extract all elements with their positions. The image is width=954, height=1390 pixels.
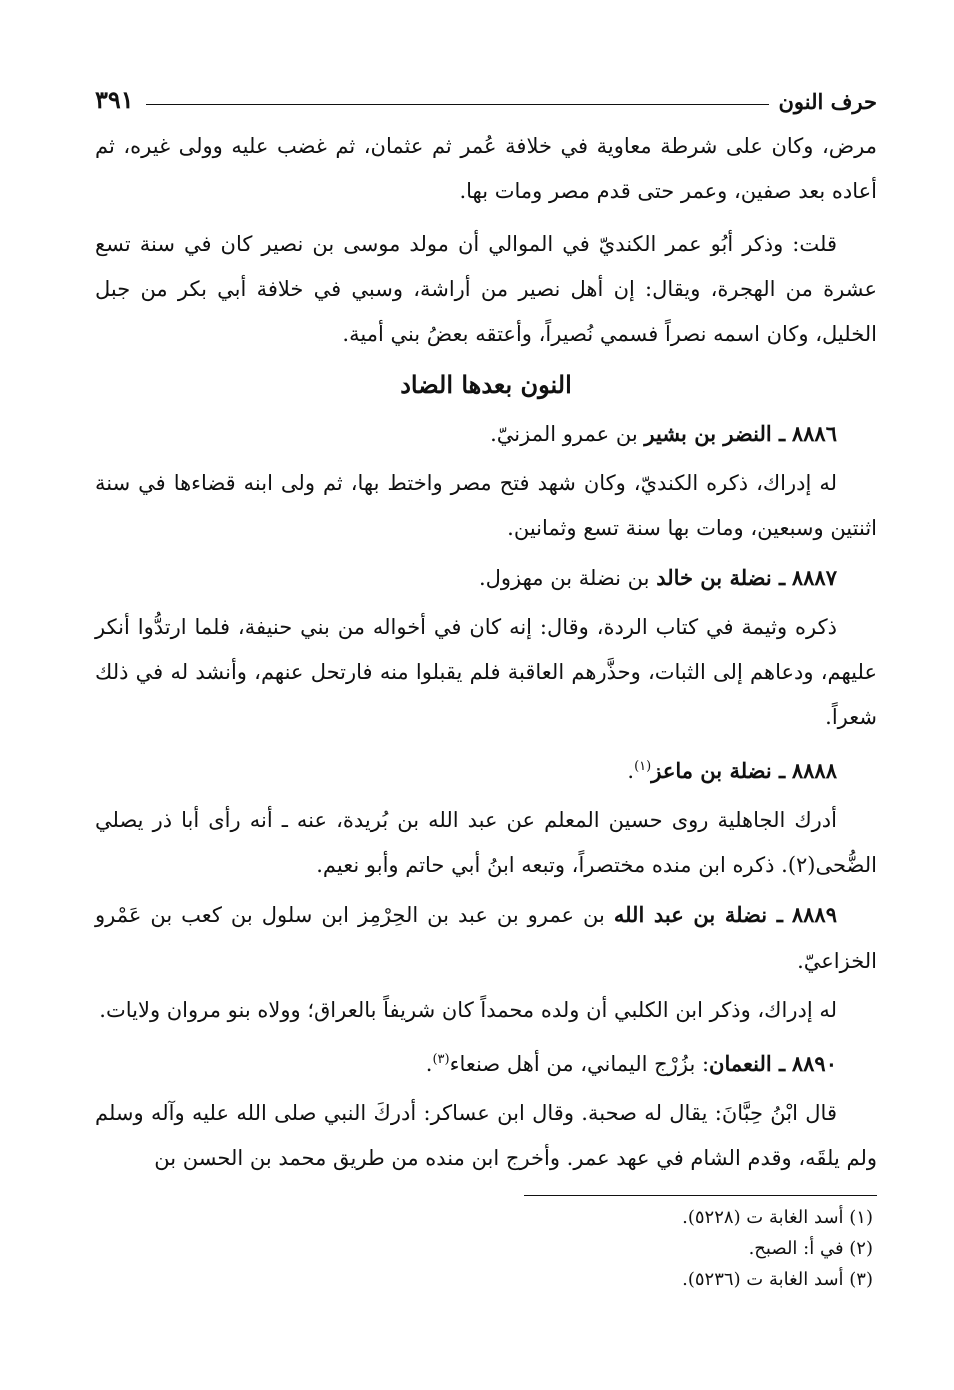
page-header — [95, 78, 877, 114]
entry-name: نضلة بن عبد الله — [613, 902, 768, 927]
entry-heading: ٨٨٨٦ ـ النضر بن بشير بن عمرو المزنيّ. — [490, 421, 837, 446]
entry-name: النضر بن بشير — [644, 421, 772, 446]
entry-paragraph: قال ابْنُ حِبَّانَ: يقال له صحبة. وقال ابن عساكر: أدركَ النبي صلى الله عليه وآله وسلم ولم يلقَه، وقدم الشام في عهد عمر. وأخرج ابن منده من طريق محمد بن الحسن بن — [95, 1101, 877, 1170]
section-title: النون بعدها الضاد — [400, 370, 572, 399]
entry-paragraph: له إدراك، وذكر ابن الكلبي أن ولده محمداً كان شريفاً بالعراق؛ وولاه بنو مروان ولايات. — [99, 998, 837, 1022]
paragraph-note: قلت: وذكر أبُو عمر الكنديّ في الموالي أن مولد موسى بن نصير كان في سنة تسع عشرة من الهجرة، ويقال: إن أهل نصير من أراشة، وسبي في خلافة أبي بكر من جبل الخليل، وكان اسمه نصراً فسمي نُصيراً، وأعتقه بعضُ بني أمية. — [95, 232, 877, 346]
paragraph-continuation: مرض، وكان على شرطة معاوية في خلافة عُمر ثم عثمان، ثم غضب عليه وولى غيره، ثم أعاده بعد صفين، وعمر حتى قدم مصر ومات بها. — [95, 134, 877, 203]
footnote-marker: (١) — [634, 759, 652, 774]
entry-number: ٨٨٩٠ — [791, 1051, 837, 1076]
entry-name: نضلة بن خالد — [656, 565, 772, 590]
footnote: (٢) في أ: الصبح. — [748, 1238, 873, 1259]
header-rule — [146, 104, 769, 105]
footnote: (٣) أسد الغابة ت (٥٢٣٦). — [682, 1269, 873, 1290]
entry-lineage: بن عمرو المزنيّ. — [490, 422, 638, 446]
entry-lineage: بن عمرو بن عبد بن الحِرْمِز ابن سلول بن كعب بن عَمْرو الخزاعيّ. — [95, 903, 877, 973]
footnote: (١) أسد الغابة ت (٥٢٢٨). — [682, 1207, 873, 1228]
entry-heading: ٨٨٩٠ ـ النعمان: بزُرْج اليماني، من أهل صنعاء$^{(٣)}$. — [425, 1051, 837, 1076]
entry-number: ٨٨٨٦ — [791, 421, 837, 446]
entry-name: نضلة بن ماعز — [651, 758, 772, 783]
entry-paragraph: له إدراك، ذكره الكنديّ، وكان شهد فتح مصر واختط بها، ثم ولى ابنه قضاءها في سنة اثنتين وسبعين، ومات بها سنة تسع وثمانين. — [95, 471, 877, 540]
entry-paragraph: ذكره وثيمة في كتاب الردة، وقال: إنه كان في أخواله من بني حنيفة، فلما ارتدُّوا أنكر عليهم، ودعاهم إلى الثبات، وحذَّرهم العاقبة فلم يقبلوا منه فارتحل عنهم، وأنشد له في ذلك شعراً. — [95, 615, 877, 729]
book-page — [95, 78, 877, 1348]
entry-lineage: بن نضلة بن مهزول. — [478, 566, 650, 590]
entry-number: ٨٨٨٩ — [791, 902, 837, 927]
chapter-title: حرف النون — [778, 89, 877, 114]
page-number: ٣٩١ — [95, 85, 134, 114]
entry-heading: ٨٨٨٧ ـ نضلة بن خالد بن نضلة بن مهزول. — [478, 565, 837, 590]
entry-number: ٨٨٨٧ — [791, 565, 837, 590]
entry-heading: ٨٨٨٨ ـ نضلة بن ماعز$^{(١)}$. — [627, 758, 837, 783]
footnote-rule — [524, 1195, 877, 1196]
footnote-marker: (٣) — [432, 1052, 450, 1067]
entry-heading: ٨٨٨٩ ـ نضلة بن عبد الله بن عمرو بن عبد بن الحِرْمِز ابن سلول بن كعب بن عَمْرو الخزاعيّ. — [95, 902, 877, 973]
entry-lineage: : بزُرْج اليماني، من أهل صنعاء — [449, 1052, 710, 1076]
entry-lineage: . — [627, 759, 635, 783]
entry-number: ٨٨٨٨ — [791, 758, 837, 783]
entry-name: النعمان — [709, 1051, 772, 1076]
entry-paragraph: أدرك الجاهلية روى حسين المعلم عن عبد الله بن بُريدة، عنه ـ أنه رأى أبا ذر يصلي الضُّحى(٢). ذكره ابن منده مختصراً، وتبعه ابنُ أبي حاتم وأبو نعيم. — [95, 808, 877, 877]
